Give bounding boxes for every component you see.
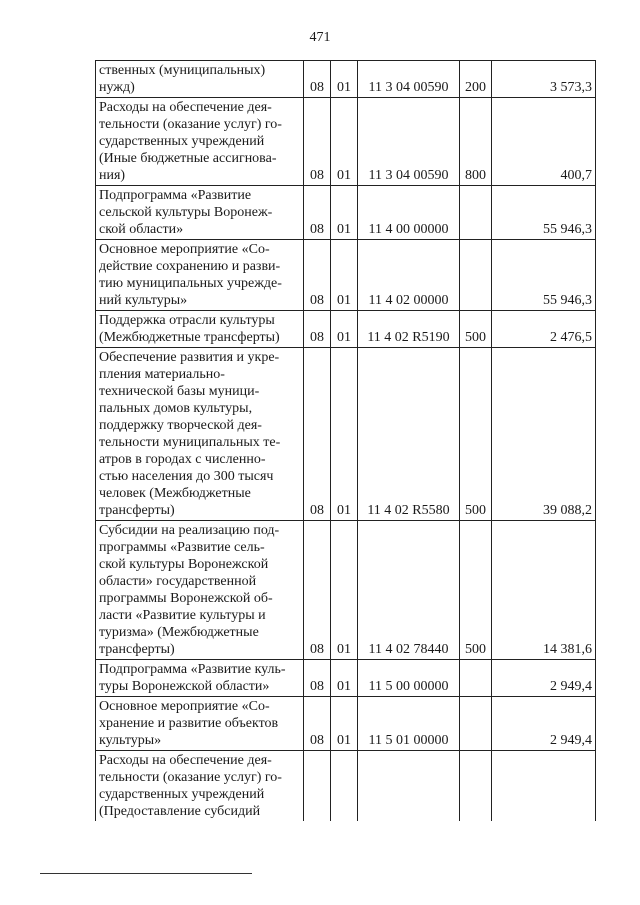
- section-code-cell: [304, 751, 331, 822]
- expense-type-cell: [460, 751, 492, 822]
- description-line: технической базы муници-: [99, 384, 260, 399]
- description-line: поддержку творческой дея-: [99, 418, 262, 433]
- section-code-cell: 08: [304, 348, 331, 521]
- subsection-code-cell: 01: [331, 186, 358, 240]
- description-line: Обеспечение развития и укре-: [99, 350, 280, 365]
- description-cell: [96, 98, 304, 186]
- expense-type-cell: [460, 697, 492, 751]
- description-line: пальных домов культуры,: [99, 401, 253, 416]
- target-article-cell: 11 5 00 00000: [358, 660, 460, 697]
- description-line: Основное мероприятие «Со-: [99, 242, 270, 257]
- description-line: ласти «Развитие культуры и: [99, 608, 266, 623]
- target-article-cell: [358, 751, 460, 822]
- description-line: человек (Межбюджетные: [99, 486, 251, 501]
- description-cell: [96, 186, 304, 240]
- description-cell: [96, 311, 304, 348]
- description-line: (Межбюджетные трансферты): [99, 330, 280, 345]
- description-line: ской области»: [99, 222, 184, 237]
- amount-cell: 3 573,3: [492, 61, 596, 98]
- description-line: ний культуры»: [99, 293, 188, 308]
- description-line: Основное мероприятие «Со-: [99, 699, 270, 714]
- table-row: [96, 61, 596, 98]
- description-line: трансферты): [99, 642, 175, 657]
- description-cell: [96, 348, 304, 521]
- subsection-code-cell: 01: [331, 348, 358, 521]
- expense-type-cell: 800: [460, 98, 492, 186]
- table-row: [96, 240, 596, 311]
- table-row: [96, 660, 596, 697]
- description-line: области» государственной: [99, 574, 257, 589]
- description-line: программы «Развитие сель-: [99, 540, 265, 555]
- description-line: ния): [99, 168, 126, 183]
- target-article-cell: 11 3 04 00590: [358, 61, 460, 98]
- description-line: стью населения до 300 тысяч: [99, 469, 274, 484]
- description-line: (Предоставление субсидий: [99, 804, 261, 819]
- section-code-cell: 08: [304, 98, 331, 186]
- description-cell: [96, 61, 304, 98]
- expense-type-cell: 500: [460, 521, 492, 660]
- section-code-cell: 08: [304, 240, 331, 311]
- subsection-code-cell: 01: [331, 311, 358, 348]
- budget-table: [95, 60, 596, 821]
- target-article-cell: 11 4 02 R5580: [358, 348, 460, 521]
- table-row: [96, 697, 596, 751]
- description-cell: [96, 660, 304, 697]
- description-cell: [96, 751, 304, 822]
- description-line: нужд): [99, 80, 135, 95]
- subsection-code-cell: [331, 751, 358, 822]
- table-row: [96, 98, 596, 186]
- table-row: [96, 186, 596, 240]
- description-line: сударственных учреждений: [99, 134, 265, 149]
- section-code-cell: 08: [304, 311, 331, 348]
- description-line: (Иные бюджетные ассигнова-: [99, 151, 277, 166]
- amount-cell: 14 381,6: [492, 521, 596, 660]
- amount-cell: 400,7: [492, 98, 596, 186]
- description-line: сельской культуры Воронеж-: [99, 205, 273, 220]
- expense-type-cell: [460, 660, 492, 697]
- description-line: Подпрограмма «Развитие куль-: [99, 662, 286, 677]
- expense-type-cell: 500: [460, 311, 492, 348]
- table-row: [96, 521, 596, 660]
- subsection-code-cell: 01: [331, 521, 358, 660]
- description-line: Расходы на обеспечение дея-: [99, 100, 272, 115]
- amount-cell: [492, 751, 596, 822]
- subsection-code-cell: 01: [331, 697, 358, 751]
- description-line: тельности (оказание услуг) го-: [99, 117, 282, 132]
- description-line: ской культуры Воронежской: [99, 557, 269, 572]
- description-line: туризма» (Межбюджетные: [99, 625, 259, 640]
- description-line: туры Воронежской области»: [99, 679, 270, 694]
- description-line: культуры»: [99, 733, 162, 748]
- description-line: Расходы на обеспечение дея-: [99, 753, 272, 768]
- expense-type-cell: 500: [460, 348, 492, 521]
- page-number: 471: [309, 30, 331, 45]
- amount-cell: 39 088,2: [492, 348, 596, 521]
- description-line: Поддержка отрасли культуры: [99, 313, 275, 328]
- amount-cell: 2 949,4: [492, 660, 596, 697]
- amount-cell: 55 946,3: [492, 240, 596, 311]
- table-row: [96, 348, 596, 521]
- table-row: [96, 751, 596, 822]
- description-line: программы Воронежской об-: [99, 591, 273, 606]
- subsection-code-cell: 01: [331, 61, 358, 98]
- section-code-cell: 08: [304, 61, 331, 98]
- target-article-cell: 11 3 04 00590: [358, 98, 460, 186]
- section-code-cell: 08: [304, 660, 331, 697]
- description-line: тию муниципальных учрежде-: [99, 276, 282, 291]
- section-code-cell: 08: [304, 186, 331, 240]
- footnote-rule: [40, 873, 252, 874]
- target-article-cell: 11 4 00 00000: [358, 186, 460, 240]
- section-code-cell: 08: [304, 521, 331, 660]
- description-line: пления материально-: [99, 367, 225, 382]
- expense-type-cell: 200: [460, 61, 492, 98]
- description-cell: [96, 240, 304, 311]
- description-line: сударственных учреждений: [99, 787, 265, 802]
- description-line: трансферты): [99, 503, 175, 518]
- description-cell: [96, 697, 304, 751]
- target-article-cell: 11 4 02 00000: [358, 240, 460, 311]
- section-code-cell: 08: [304, 697, 331, 751]
- description-line: хранение и развитие объектов: [99, 716, 279, 731]
- target-article-cell: 11 5 01 00000: [358, 697, 460, 751]
- subsection-code-cell: 01: [331, 240, 358, 311]
- target-article-cell: 11 4 02 78440: [358, 521, 460, 660]
- table-row: [96, 311, 596, 348]
- expense-type-cell: [460, 240, 492, 311]
- target-article-cell: 11 4 02 R5190: [358, 311, 460, 348]
- description-line: атров в городах с численно-: [99, 452, 266, 467]
- budget-table-body: [96, 61, 596, 822]
- description-line: ственных (муниципальных): [99, 63, 266, 78]
- amount-cell: 2 476,5: [492, 311, 596, 348]
- subsection-code-cell: 01: [331, 660, 358, 697]
- amount-cell: 2 949,4: [492, 697, 596, 751]
- description-line: действие сохранению и разви-: [99, 259, 281, 274]
- description-cell: [96, 521, 304, 660]
- expense-type-cell: [460, 186, 492, 240]
- subsection-code-cell: 01: [331, 98, 358, 186]
- description-line: Субсидии на реализацию под-: [99, 523, 280, 538]
- description-line: тельности (оказание услуг) го-: [99, 770, 282, 785]
- description-line: тельности муниципальных те-: [99, 435, 281, 450]
- description-line: Подпрограмма «Развитие: [99, 188, 252, 203]
- amount-cell: 55 946,3: [492, 186, 596, 240]
